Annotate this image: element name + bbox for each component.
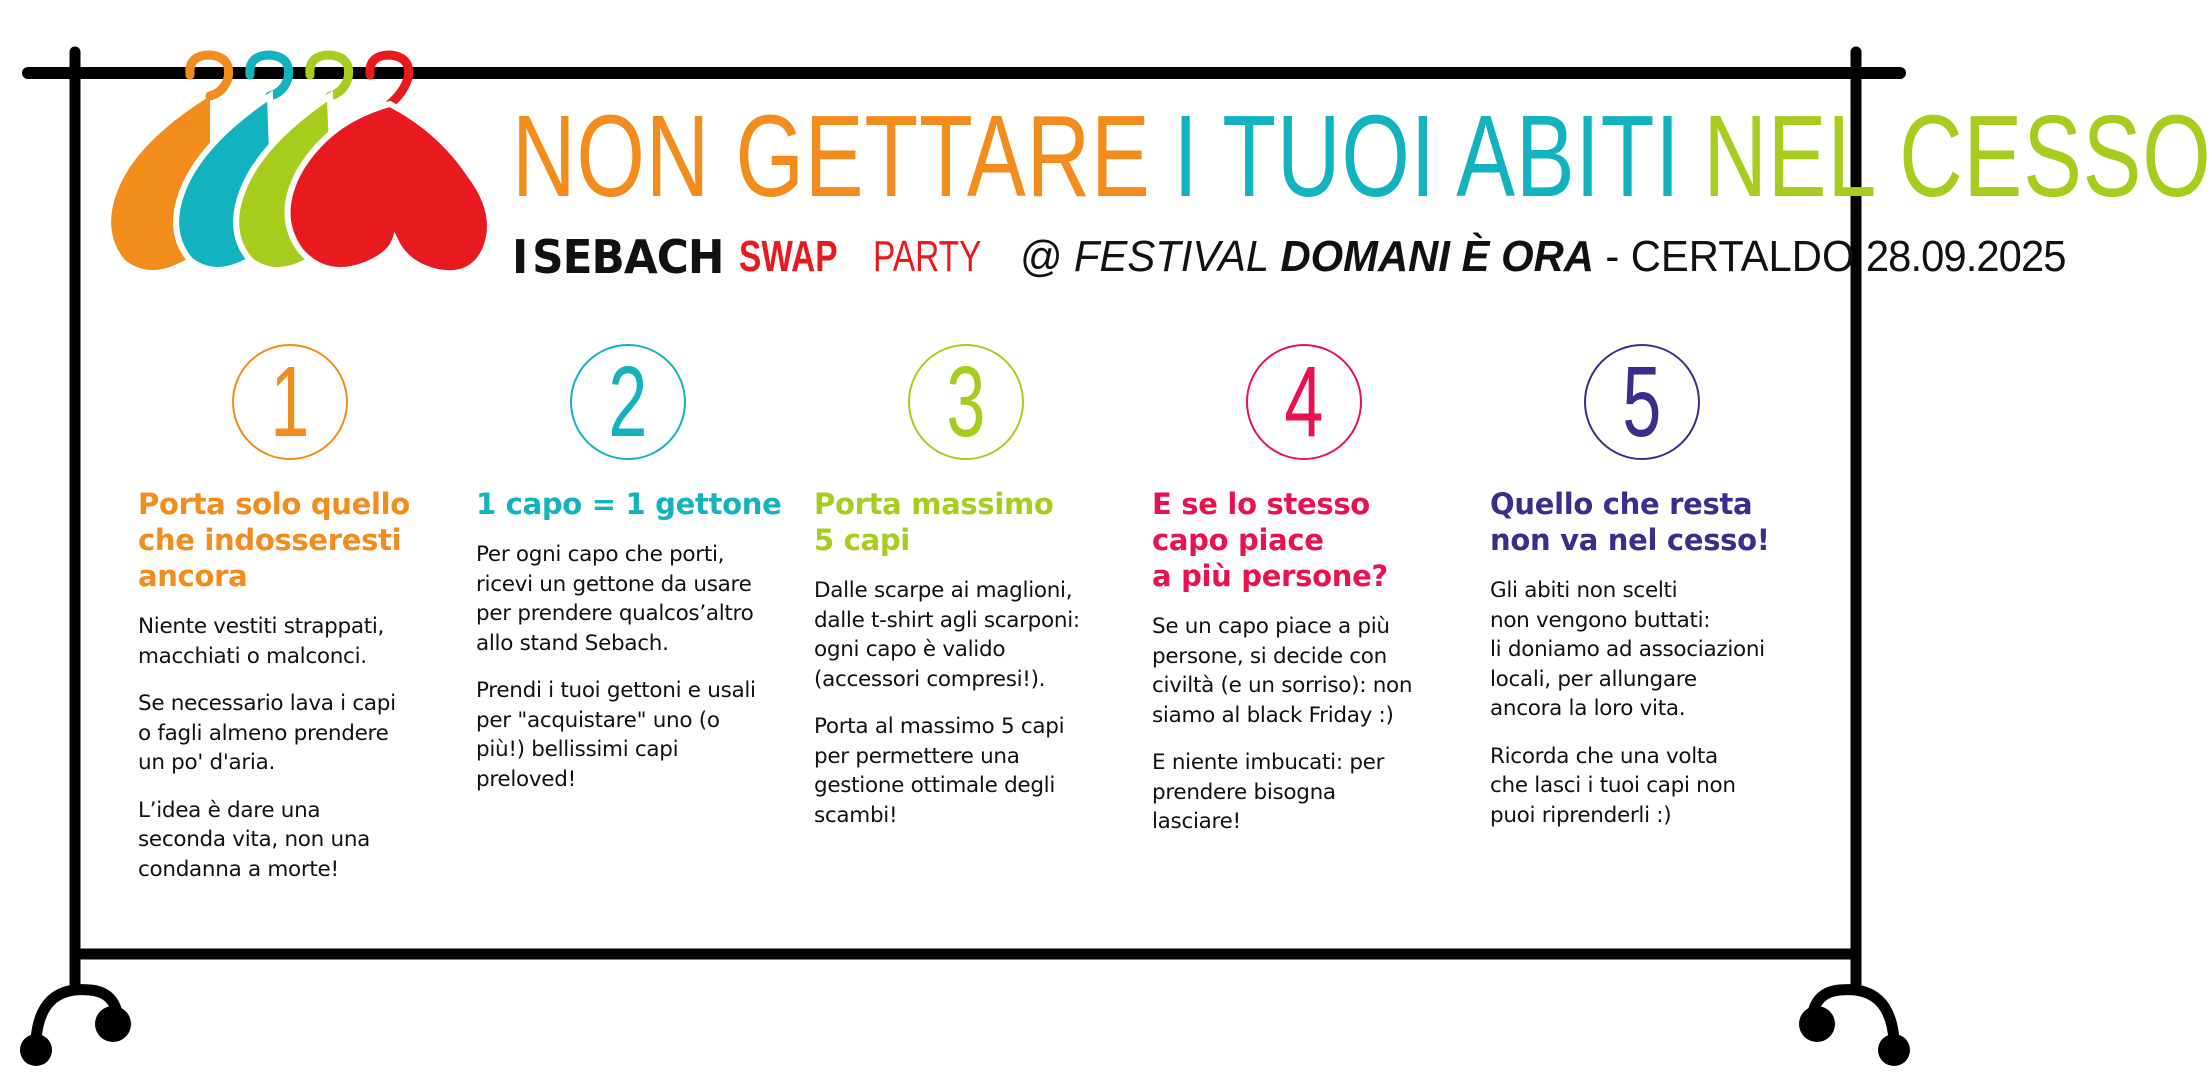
step-number: 5	[1622, 346, 1662, 458]
title-part-2: I TUOI ABITI	[1173, 90, 1681, 221]
step-paragraph: E niente imbucati: per prendere bisogna lasciare!	[1152, 750, 1385, 834]
step-number: 2	[608, 346, 648, 458]
step-number-circle	[908, 344, 1024, 460]
event-date: 28.09.2025	[1865, 232, 2066, 281]
festival-name: DOMANI È ORA	[1280, 232, 1594, 281]
step-1	[138, 344, 448, 904]
hangers-heart-logo	[111, 55, 490, 273]
step-number-circle	[1246, 344, 1362, 460]
step-paragraph: Dalle scarpe ai maglioni, dalle t-shirt agli scarponi: ogni capo è valido (accessori compresi!).	[814, 578, 1080, 692]
separator-dash: -	[1605, 232, 1620, 281]
step-number-circle	[570, 344, 686, 460]
title-part-1: NON GETTARE	[512, 90, 1151, 221]
step-5	[1490, 344, 1800, 904]
step-paragraph: Se un capo piace a più persone, si decide con civiltà (e un sorriso): non siamo al black Friday :)	[1152, 614, 1413, 728]
step-number-circle	[1584, 344, 1700, 460]
step-paragraph: L’idea è dare una seconda vita, non una condanna a morte!	[138, 797, 371, 882]
title-part-3: NEL CESSO	[1703, 90, 2212, 221]
step-heading: Quello che resta non va nel cesso!	[1490, 487, 1770, 557]
step-paragraph: Prendi i tuoi gettoni e usali per "acquistare" uno (o più!) bellissimi capi preloved!	[476, 678, 756, 792]
step-paragraph: Ricorda che una volta che lasci i tuoi capi non puoi riprenderli :)	[1490, 743, 1736, 828]
step-number: 4	[1284, 346, 1324, 458]
step-paragraph: Niente vestiti strappati, macchiati o malconci.	[138, 614, 385, 669]
city-name: CERTALDO	[1630, 232, 1855, 281]
swap-label: SWAP	[738, 232, 838, 281]
festival-label: FESTIVAL	[1073, 232, 1270, 281]
step-paragraph: Gli abiti non scelti non vengono buttati: li doniamo ad associazioni locali, per allungare ancora la loro vita.	[1490, 578, 1765, 721]
step-number: 3	[946, 346, 986, 458]
party-label: PARTY	[873, 232, 982, 281]
brand-letter-i: I	[512, 230, 529, 284]
step-heading: E se lo stesso capo piace a più persone?	[1152, 487, 1388, 593]
step-paragraph: Se necessario lava i capi o fagli almeno prendere un po' d'aria.	[138, 691, 396, 775]
steps-section	[138, 344, 1838, 904]
step-paragraph: Per ogni capo che porti, ricevi un gettone da usare per prendere qualcos’altro allo stand Sebach.	[476, 542, 754, 656]
step-heading: Porta massimo 5 capi	[814, 487, 1054, 557]
main-title	[512, 88, 2212, 223]
step-paragraph: Porta al massimo 5 capi per permettere una gestione ottimale degli scambi!	[814, 714, 1065, 828]
step-2	[476, 344, 786, 904]
event-subtitle	[512, 226, 2066, 288]
step-4	[1152, 344, 1462, 904]
step-number: 1	[270, 346, 310, 458]
step-heading: Porta solo quello che indosseresti ancora	[138, 487, 410, 593]
brand-name: SEBACH	[532, 230, 724, 284]
at-sign: @	[1020, 232, 1063, 281]
step-3	[814, 344, 1124, 904]
step-number-circle	[232, 344, 348, 460]
step-heading: 1 capo = 1 gettone	[476, 487, 782, 521]
